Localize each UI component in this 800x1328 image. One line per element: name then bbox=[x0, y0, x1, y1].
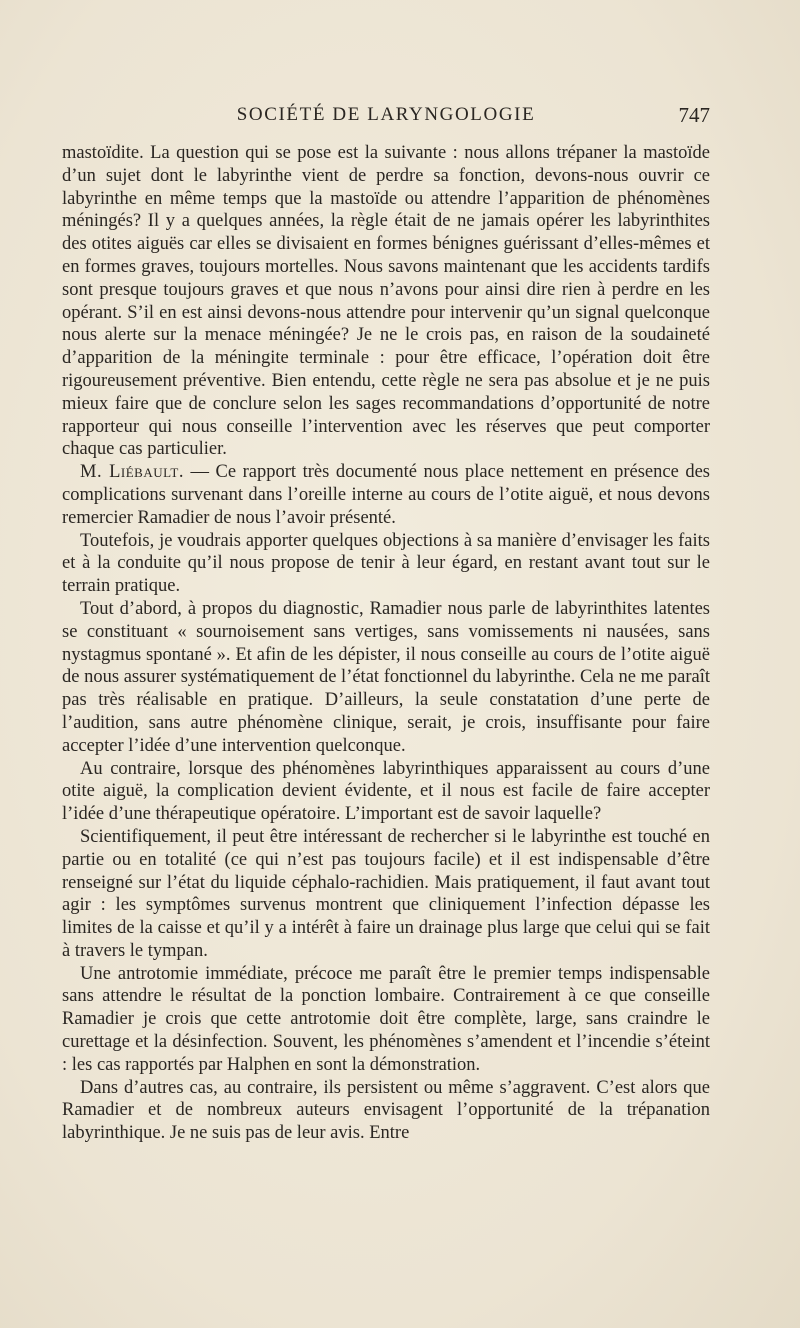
paragraph-objections: Toutefois, je voudrais apporter quelques objections à sa manière d’envisager les faits et à la conduite qu’il nous propose de tenir à leur égard, en restant avant tout sur le terrain pratique. bbox=[62, 530, 710, 597]
page-header bbox=[62, 100, 710, 130]
paragraph-diagnostic: Tout d’abord, à propos du diagnostic, Ramadier nous parle de labyrinthites latentes se constituant « sournoisement sans vertiges, sans vomissements ni nausées, sans nystagmus spontané ». Et afin de les dépister, il nous conseille au cours de l’otite aiguë de nous assurer systématiquement de l’état fonctionnel du labyrinthe. Cela ne me paraît pas très réalisable en pratique. D’ailleurs, la seule constatation d’une perte de l’audition, sans autre phénomène clinique, serait, je crois, insuffisante pour faire accepter l’idée d’une intervention quelconque. bbox=[62, 598, 710, 756]
paragraph-text: — Ce rapport très documenté nous place nettement en présence des complications survenant dans l’oreille interne au cours de l’otite aiguë, et nous devons remercier Ramadier de nous l’avoir présenté. bbox=[62, 462, 711, 528]
speaker-name: M. Liébault. bbox=[80, 462, 184, 483]
paragraph-liebault-intro bbox=[62, 461, 710, 529]
body-text bbox=[62, 142, 710, 1145]
running-title: SOCIÉTÉ DE LARYNGOLOGIE bbox=[236, 104, 536, 125]
paragraph-contrary: Au contraire, lorsque des phénomènes labyrinthiques apparaissent au cours d’une otite aiguë, la complication devient évidente, et il nous est facile de faire accepter l’idée d’une thérapeutique opératoire. L’important est de savoir laquelle? bbox=[62, 758, 710, 825]
paragraph-continuation: mastoïdite. La question qui se pose est la suivante : nous allons trépaner la mastoïde d’un sujet dont le labyrinthe vient de perdre sa fonction, devons-nous ouvrir ce labyrinthe en même temps que la mastoïde ou attendre l’apparition de phénomènes méningés? Il y a quelques années, la règle était de ne jamais opérer les labyrinthites des otites aiguës car elles se divisaient en formes bénignes guérissant d’elles-mêmes et en formes graves, toujours mortelles. Nous savons maintenant que les accidents tardifs sont presque toujours graves et que nous n’avons pour ainsi dire rien à perdre en les opérant. S’il en est ainsi devons-nous attendre pour intervenir qu’un signal quelconque nous alerte sur la menace méningée? Je ne le crois pas, en raison de la soudaineté d’apparition de la méningite terminale : pour être efficace, l’opération doit être rigoureusement préventive. Bien entendu, cette règle ne sera pas absolue et je ne puis mieux faire que de conclure selon les sages recommandations d’opportunité de notre rapporteur qui nous conseille l’intervention avec les réserves que peut comporter chaque cas particulier. bbox=[62, 143, 710, 460]
paragraph-other-cases: Dans d’autres cas, au contraire, ils persistent ou même s’aggravent. C’est alors que Ramadier et de nombreux auteurs envisagent l’opportunité de la trépanation labyrinthique. Je ne suis pas de leur avis. Entre bbox=[62, 1077, 710, 1144]
page-number: 747 bbox=[678, 103, 710, 127]
paragraph-antrotomy: Une antrotomie immédiate, précoce me paraît être le premier temps indispensable sans attendre le résultat de la ponction lombaire. Contrairement à ce que conseille Ramadier je crois que cette antrotomie doit être complète, large, sans craindre le curettage et la désinfection. Souvent, les phénomènes s’amendent et l’incendie s’éteint : les cas rapportés par Halphen en sont la démonstration. bbox=[62, 963, 710, 1075]
paragraph-scientific: Scientifiquement, il peut être intéressant de rechercher si le labyrinthe est touché en partie ou en totalité (ce qui n’est pas toujours facile) et il est indispensable d’être renseigné sur l’état du liquide céphalo-rachidien. Mais pratiquement, il faut avant tout agir : les symptômes survenus montrent que cliniquement l’infection dépasse les limites de la caisse et qu’il y a intérêt à faire un drainage plus large que celui qui se fait à travers le tympan. bbox=[62, 826, 710, 961]
